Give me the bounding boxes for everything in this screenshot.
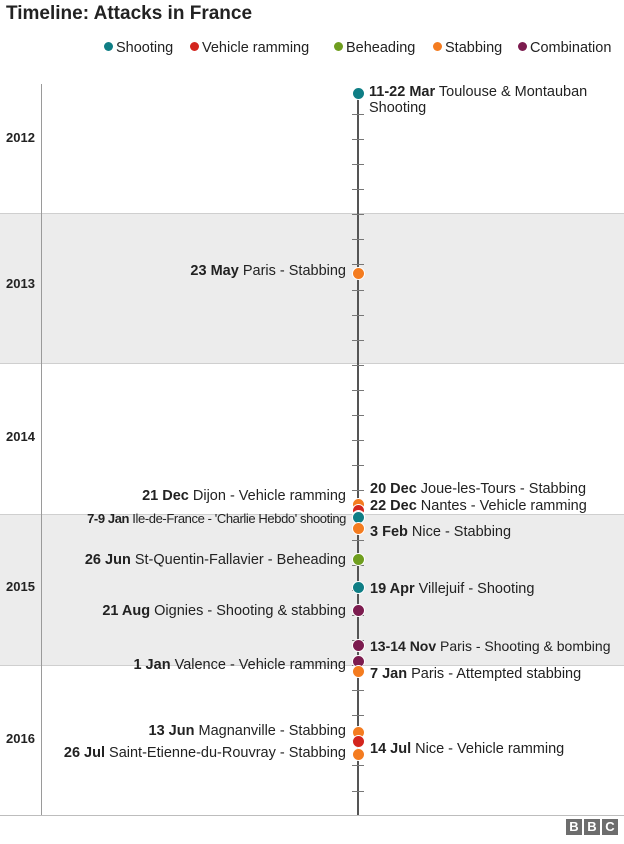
legend-label: Shooting (116, 40, 174, 56)
event-label (370, 638, 610, 654)
bbc-logo-letter: C (602, 819, 618, 835)
event-description: Toulouse & Montauban Shooting (369, 84, 588, 116)
event-label (370, 481, 586, 497)
event-date: 13 Jun (148, 723, 195, 739)
event-date: 13-14 Nov (370, 638, 437, 654)
timeline-tick (352, 139, 364, 140)
timeline-axis (357, 90, 359, 815)
timeline-tick (352, 315, 364, 316)
timeline-tick (352, 365, 364, 366)
event-label (85, 552, 346, 568)
event-date: 23 May (190, 263, 239, 279)
bbc-logo (566, 819, 618, 835)
event-label (370, 666, 581, 682)
event-description: Nantes - Vehicle ramming (420, 498, 587, 514)
timeline-tick (352, 264, 364, 265)
legend-label: Beheading (346, 40, 416, 56)
legend-item-stabbing (433, 40, 502, 56)
event-label (87, 511, 346, 527)
timeline-tick (352, 239, 364, 240)
event-marker (352, 735, 365, 748)
event-date: 11-22 Mar (369, 84, 436, 100)
legend-item-beheading (334, 40, 415, 56)
event-description: Saint-Etienne-du-Rouvray - Stabbing (109, 745, 346, 761)
event-description: Magnanville - Stabbing (198, 723, 346, 739)
event-label (142, 488, 346, 504)
legend-dot-combination (518, 42, 527, 51)
year-label-2013: 2013 (6, 276, 35, 291)
chart-title: Timeline: Attacks in France (6, 3, 253, 24)
timeline-tick (352, 540, 364, 541)
event-description: Oignies - Shooting & stabbing (154, 603, 346, 619)
event-date: 7-9 Jan (87, 511, 130, 526)
event-description: Ile-de-France - 'Charlie Hebdo' shooting (132, 511, 346, 526)
event-description: Nice - Stabbing (411, 524, 512, 540)
year-divider (0, 815, 624, 816)
event-label (102, 603, 346, 619)
event-description: Nice - Vehicle ramming (415, 741, 565, 757)
event-label (64, 745, 346, 761)
event-label (369, 84, 587, 116)
event-label (370, 741, 564, 757)
timeline-tick (352, 490, 364, 491)
timeline-tick (352, 791, 364, 792)
legend-label: Combination (530, 40, 612, 56)
event-date: 20 Dec (370, 481, 417, 497)
event-date: 1 Jan (133, 657, 171, 673)
timeline-tick (352, 440, 364, 441)
timeline-tick (352, 290, 364, 291)
event-date: 22 Dec (370, 498, 417, 514)
bbc-logo-letter: B (566, 819, 582, 835)
timeline-tick (352, 765, 364, 766)
timeline-tick (352, 114, 364, 115)
event-marker (352, 665, 365, 678)
event-marker (352, 581, 365, 594)
event-date: 3 Feb (370, 524, 408, 540)
timeline-tick (352, 189, 364, 190)
legend (0, 40, 624, 58)
legend-dot-stabbing (433, 42, 442, 51)
event-label (190, 263, 346, 279)
event-description: Dijon - Vehicle ramming (192, 488, 346, 504)
legend-dot-shooting (104, 42, 113, 51)
legend-label: Stabbing (445, 40, 503, 56)
timeline-tick (352, 164, 364, 165)
legend-dot-beheading (334, 42, 343, 51)
legend-item-combination (518, 40, 611, 56)
event-date: 21 Aug (102, 603, 151, 619)
timeline-tick (352, 340, 364, 341)
event-marker (352, 748, 365, 761)
event-description: Paris - Stabbing (242, 263, 346, 279)
timeline-tick (352, 390, 364, 391)
event-description: Villejuif - Shooting (418, 581, 535, 597)
timeline-tick (352, 415, 364, 416)
year-band-2013 (0, 213, 624, 363)
year-divider (0, 213, 624, 214)
event-label (133, 657, 346, 673)
event-label (370, 498, 587, 514)
event-description: St-Quentin-Fallavier - Beheading (134, 552, 346, 568)
legend-label: Vehicle ramming (202, 40, 310, 56)
event-marker (352, 639, 365, 652)
event-label (370, 581, 534, 597)
timeline-tick (352, 214, 364, 215)
event-date: 21 Dec (142, 488, 189, 504)
event-marker (352, 522, 365, 535)
legend-dot-vehicle-ramming (190, 42, 199, 51)
event-marker (352, 604, 365, 617)
year-divider (0, 363, 624, 364)
year-label-2016: 2016 (6, 731, 35, 746)
event-date: 26 Jul (63, 745, 105, 761)
year-label-2015: 2015 (6, 579, 35, 594)
legend-item-shooting (104, 40, 173, 56)
event-date: 7 Jan (370, 666, 408, 682)
year-label-2014: 2014 (6, 429, 35, 444)
year-column-divider (41, 84, 42, 815)
event-description: Joue-les-Tours - Stabbing (420, 481, 587, 497)
event-description: Valence - Vehicle ramming (174, 657, 346, 673)
year-label-2012: 2012 (6, 130, 35, 145)
event-label (149, 723, 346, 739)
timeline-tick (352, 465, 364, 466)
event-description: Paris - Attempted stabbing (411, 666, 582, 682)
event-marker (352, 267, 365, 280)
event-date: 26 Jun (84, 552, 131, 568)
event-date: 19 Apr (370, 581, 415, 597)
timeline-tick (352, 690, 364, 691)
timeline-tick (352, 715, 364, 716)
event-description: Paris - Shooting & bombing (440, 638, 611, 654)
event-label (370, 524, 511, 540)
bbc-logo-letter: B (584, 819, 600, 835)
event-marker (352, 553, 365, 566)
legend-item-vehicle-ramming (190, 40, 309, 56)
event-marker (352, 87, 365, 100)
event-date: 14 Jul (370, 741, 412, 757)
